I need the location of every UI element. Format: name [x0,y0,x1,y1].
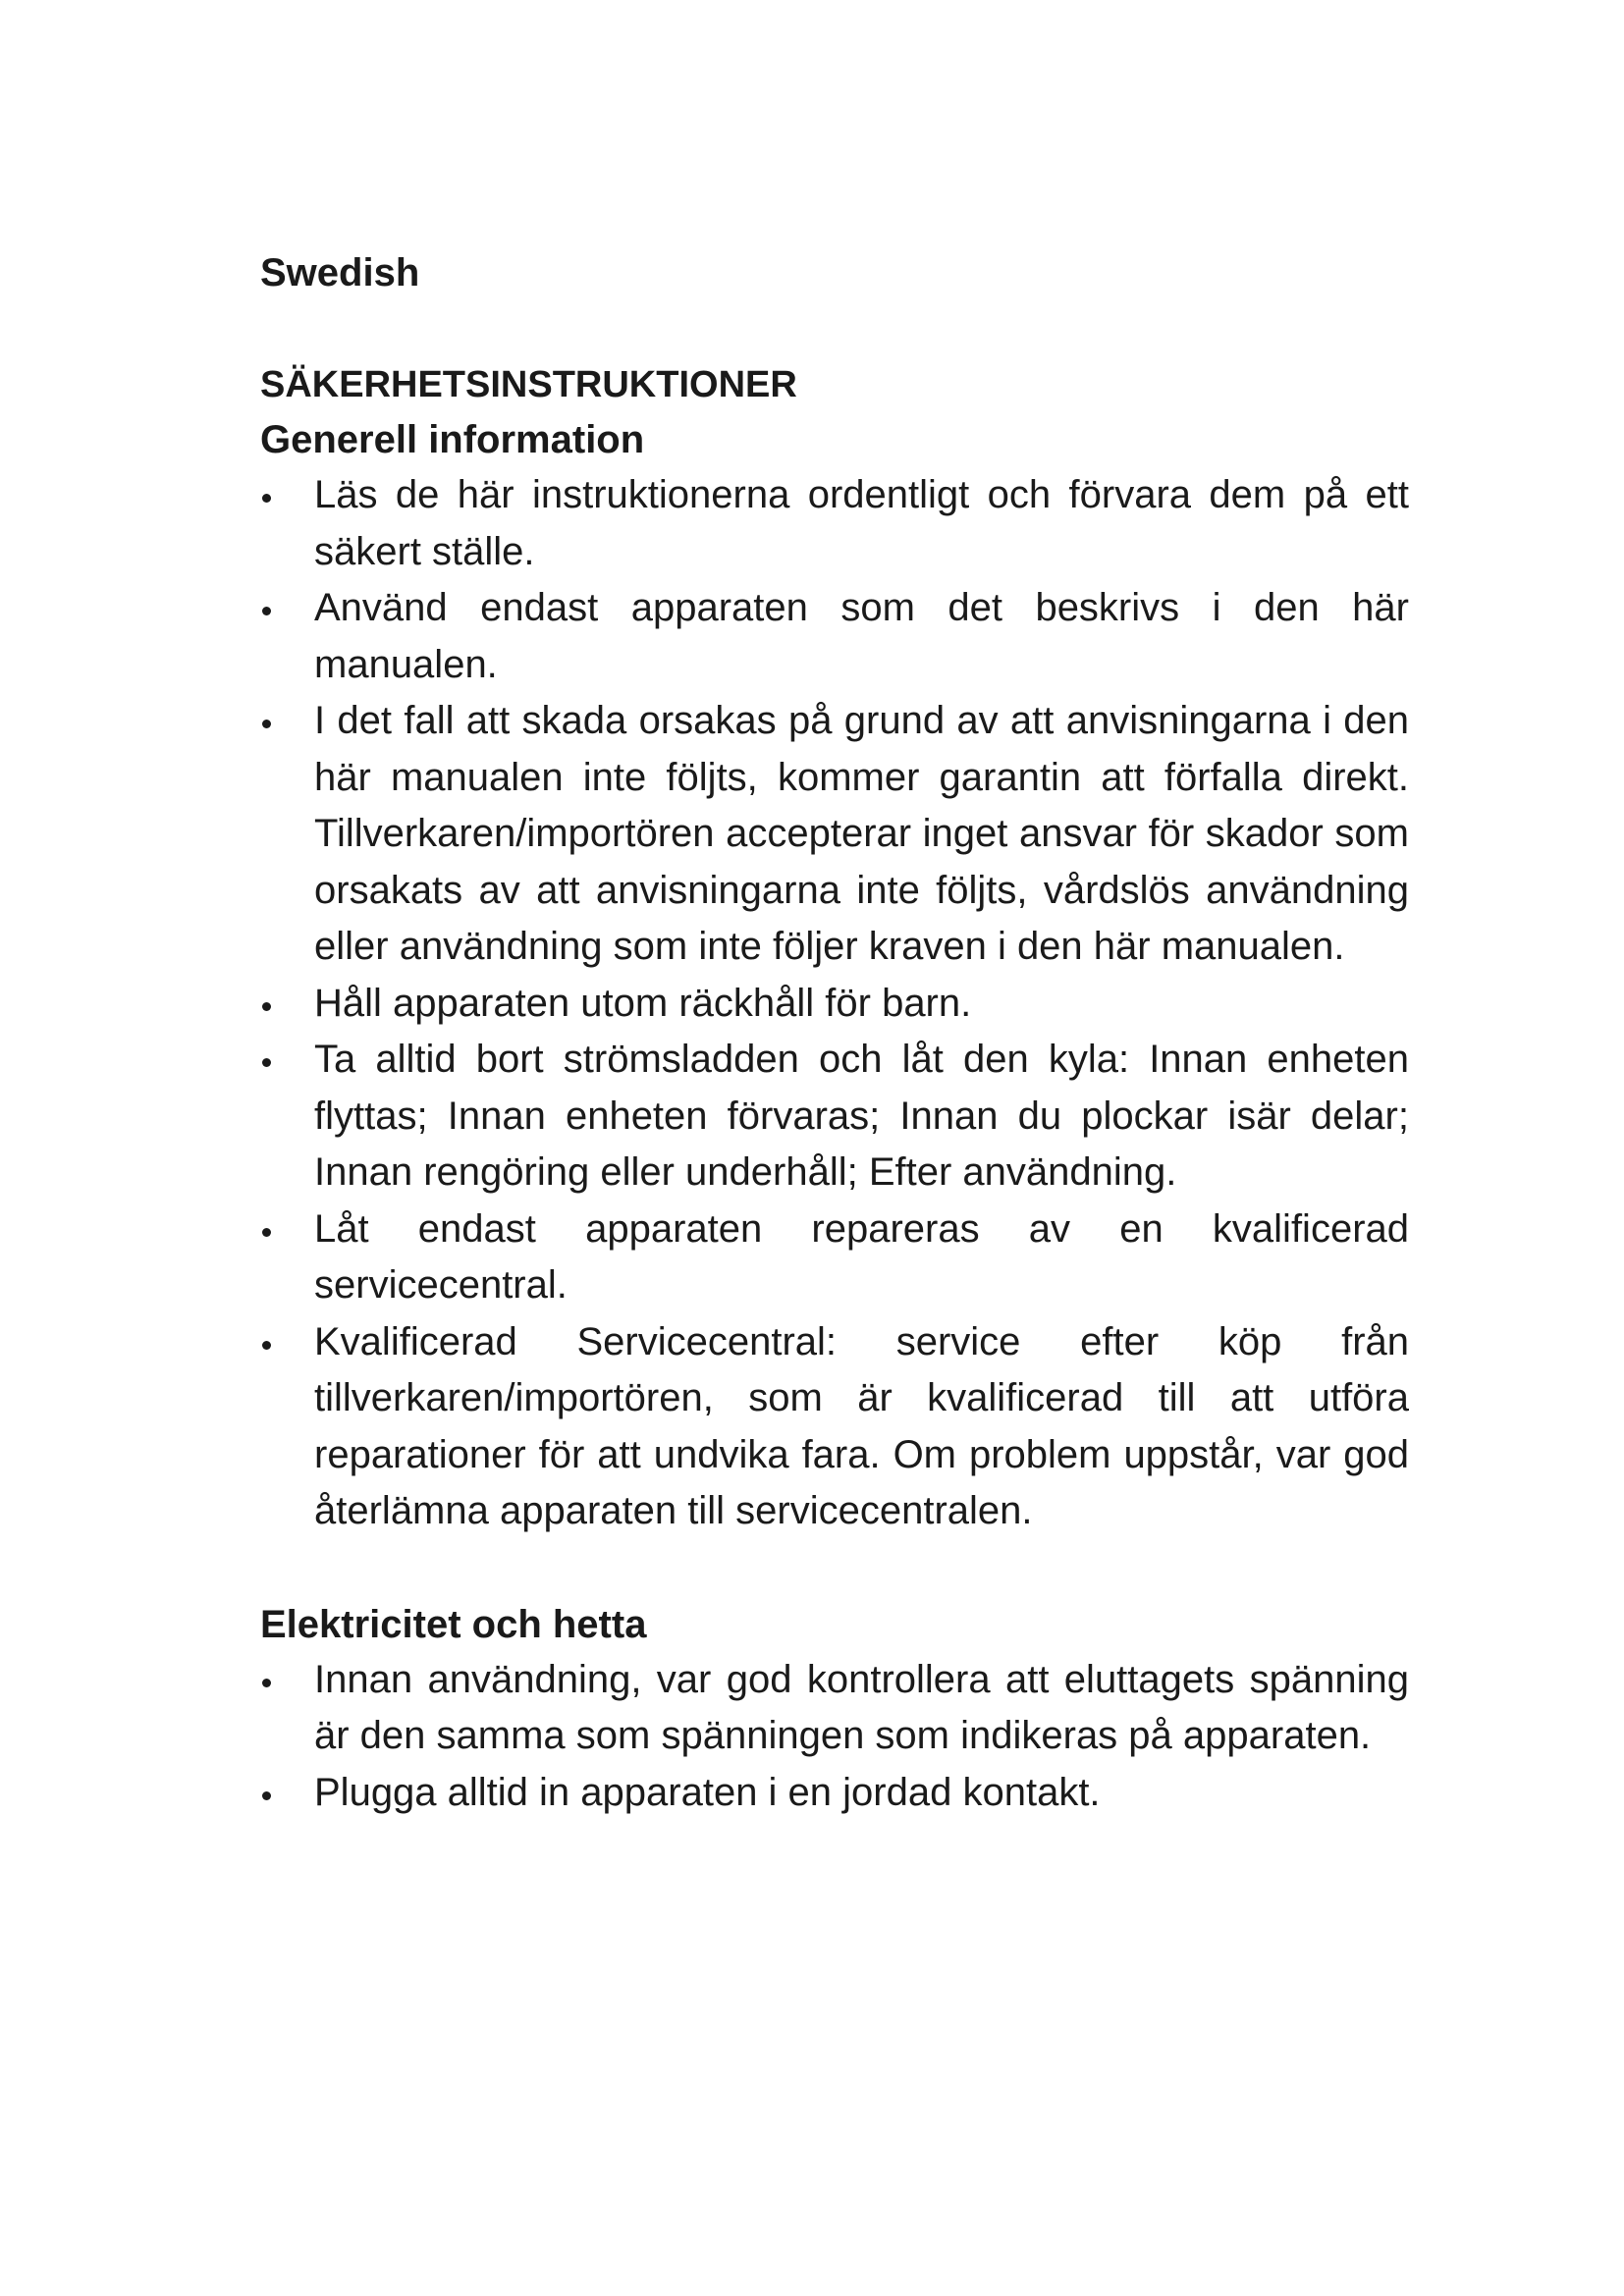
list-item: Innan användning, var god kontrollera att eluttagets spänning är den samma som spänningen som indikeras på apparaten. [314,1657,1409,1757]
general-info-list [260,467,1409,1540]
section-heading-general: Generell information [260,418,645,461]
document-page [260,245,1409,1821]
list-item: I det fall att skada orsakas på grund av att anvisningarna i den här manualen inte följts, kommer garantin att förfalla direkt. Tillverkaren/importören accepterar inget ansvar för skador som orsakats av att anvisningarna inte följts, vårdslös användning eller användning som inte följer kraven i den här manualen. [314,699,1409,968]
list-item: Håll apparaten utom räckhåll för barn. [314,981,972,1025]
section-heading-electricity: Elektricitet och hetta [260,1602,647,1646]
list-item: Kvalificerad Servicecentral: service efter köp från tillverkaren/importören, som är kvalificerad till att utföra reparationer för att undvika fara. Om problem uppstår, var god återlämna apparaten till servicecentralen. [314,1319,1409,1532]
list-item: Låt endast apparaten repareras av en kvalificerad servicecentral. [314,1206,1409,1307]
list-item: Använd endast apparaten som det beskrivs i den här manualen. [314,586,1409,686]
document-title: SÄKERHETSINSTRUKTIONER [260,364,797,405]
list-item: Plugga alltid in apparaten i en jordad kontakt. [314,1770,1101,1814]
list-item: Ta alltid bort strömsladden och låt den kyla: Innan enheten flyttas; Innan enheten förvaras; Innan du plockar isär delar; Innan rengöring eller underhåll; Efter användning. [314,1038,1409,1194]
electricity-list [260,1652,1409,1822]
list-item: Läs de här instruktionerna ordentligt och förvara dem på ett säkert ställe. [314,473,1409,573]
language-label: Swedish [260,251,420,294]
